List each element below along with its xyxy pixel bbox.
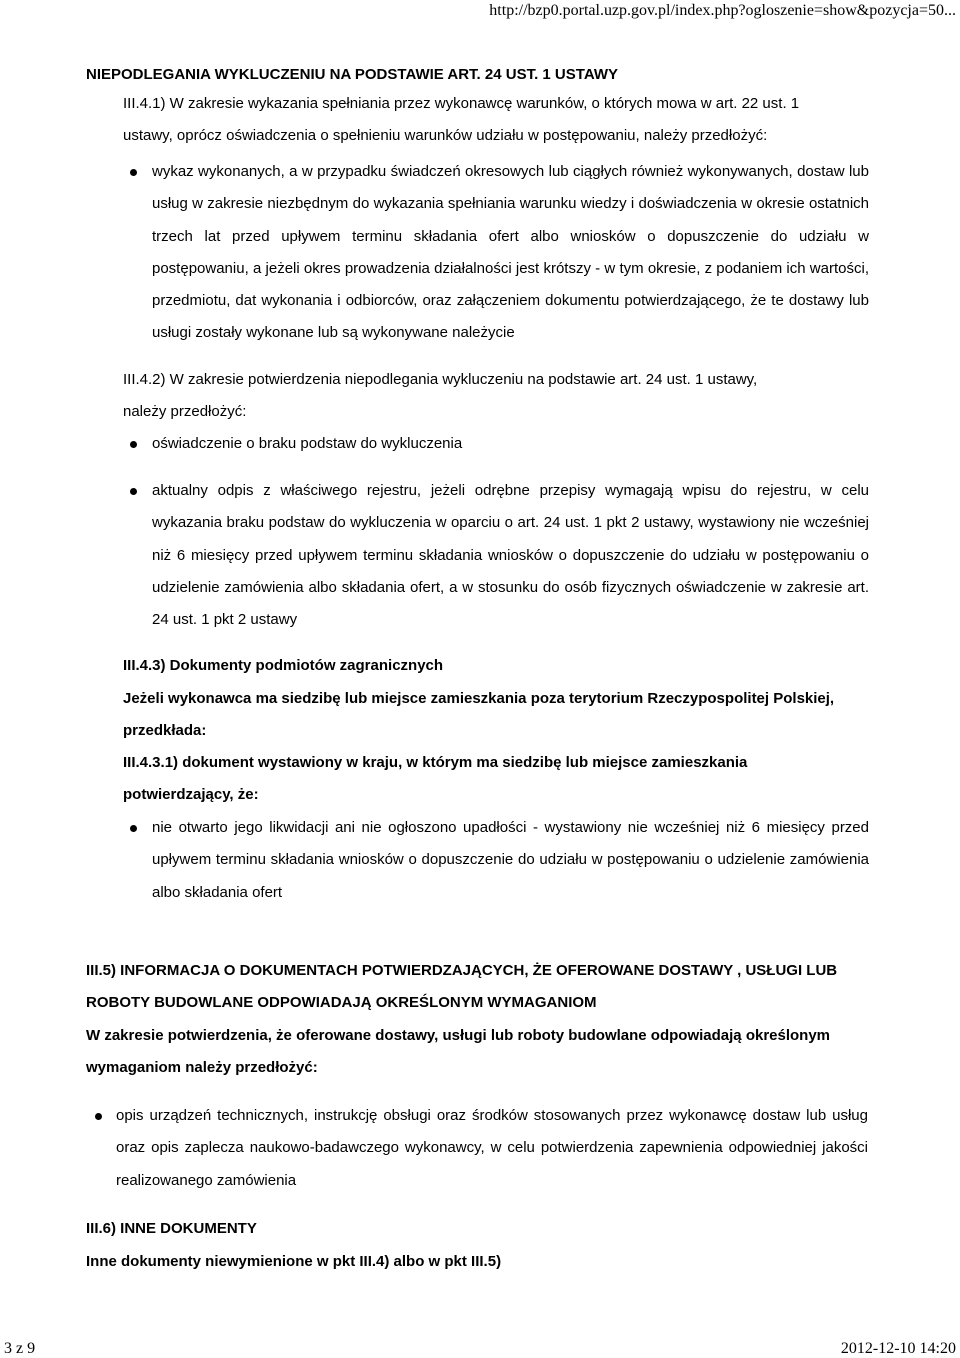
bullet-icon (130, 488, 137, 495)
bullet-icon (130, 169, 137, 176)
s35-title-line1: III.5) INFORMACJA O DOKUMENTACH POTWIERDZAJĄCYCH, ŻE OFEROWANE DOSTAWY , USŁUGI LUB (86, 962, 838, 979)
header-url: http://bzp0.portal.uzp.gov.pl/index.php?ogloszenie=show&pozycja=50... (489, 2, 956, 19)
heading-art24: NIEPODLEGANIA WYKLUCZENIU NA PODSTAWIE ART. 24 UST. 1 USTAWY (86, 66, 618, 83)
s341-title-line2: ustawy, oprócz oświadczenia o spełnieniu warunków udziału w postępowaniu, należy przedłożyć: (123, 127, 768, 144)
s342-title-line1: III.4.2) W zakresie potwierdzenia niepodlegania wykluczeniu na podstawie art. 24 ust. 1 ustawy, (123, 371, 758, 388)
s342-item-1: oświadczenie o braku podstaw do wykluczenia (152, 435, 463, 452)
s342-title-line2: należy przedłożyć: (123, 403, 247, 420)
page-number: 3 z 9 (4, 1340, 36, 1357)
footer-datetime: 2012-12-10 14:20 (840, 1340, 956, 1357)
s341-title-line1: III.4.1) W zakresie wykazania spełniania przez wykonawcę warunków, o których mowa w art. 22 ust. 1 (123, 95, 800, 112)
bullet-icon (130, 441, 137, 448)
s343-intro-line2: przedkłada: (123, 722, 207, 739)
s36-line: Inne dokumenty niewymienione w pkt III.4) albo w pkt III.5) (86, 1253, 502, 1270)
s343-sub-line2: potwierdzający, że: (123, 786, 259, 803)
s36-title: III.6) INNE DOKUMENTY (86, 1220, 257, 1237)
s343-sub-line1: III.4.3.1) dokument wystawiony w kraju, w którym ma siedzibę lub miejsce zamieszkania (123, 754, 748, 771)
s343-title: III.4.3) Dokumenty podmiotów zagranicznych (123, 657, 444, 674)
s343-intro-line1: Jeżeli wykonawca ma siedzibę lub miejsce zamieszkania poza terytorium Rzeczypospolitej Polskiej, (123, 690, 835, 707)
s343-item-1: nie otwarto jego likwidacji ani nie ogłoszono upadłości - wystawiony nie wcześniej niż 6 miesięcy przed upływem terminu składania wniosków o dopuszczenie do udziału w postępowaniu o udzielenie zamówienia albo składania ofert (152, 819, 869, 901)
s35-intro-line2: wymaganiom należy przedłożyć: (86, 1059, 318, 1076)
bullet-icon (95, 1113, 102, 1120)
bullet-icon (130, 825, 137, 832)
s341-item-1: wykaz wykonanych, a w przypadku świadczeń okresowych lub ciągłych również wykonywanych, dostaw lub usług w zakresie niezbędnym do wykazania spełniania warunku wiedzy i doświadczenia w okresie ostatnich trzech lat przed upływem terminu składania ofert albo wniosków o dopuszczenie do udziału w postępowaniu, a jeżeli okres prowadzenia działalności jest krótszy - w tym okresie, z podaniem ich wartości, przedmiotu, dat wykonania i odbiorców, oraz załączeniem dokumentu potwierdzającego, że te dostawy lub usługi zostały wykonane lub są wykonywane należycie (152, 163, 869, 342)
s35-title-line2: ROBOTY BUDOWLANE ODPOWIADAJĄ OKREŚLONYM WYMAGANIOM (86, 994, 597, 1011)
s342-item-2: aktualny odpis z właściwego rejestru, jeżeli odrębne przepisy wymagają wpisu do rejestru, w celu wykazania braku podstaw do wykluczenia w oparciu o art. 24 ust. 1 pkt 2 ustawy, wystawiony nie wcześniej niż 6 miesięcy przed upływem terminu składania wniosków o dopuszczenie do udziału w postępowaniu o udzielenie zamówienia albo składania ofert, a w stosunku do osób fizycznych oświadczenie w zakresie art. 24 ust. 1 pkt 2 ustawy (152, 482, 869, 629)
s35-intro-line1: W zakresie potwierdzenia, że oferowane dostawy, usługi lub roboty budowlane odpowiadają określonym (86, 1027, 831, 1044)
s35-item-1: opis urządzeń technicznych, instrukcję obsługi oraz środków stosowanych przez wykonawcę dostaw lub usług oraz opis zaplecza naukowo-badawczego wykonawcy, w celu potwierdzenia zapewnienia odpowiedniej jakości realizowanego zamówienia (116, 1107, 868, 1189)
